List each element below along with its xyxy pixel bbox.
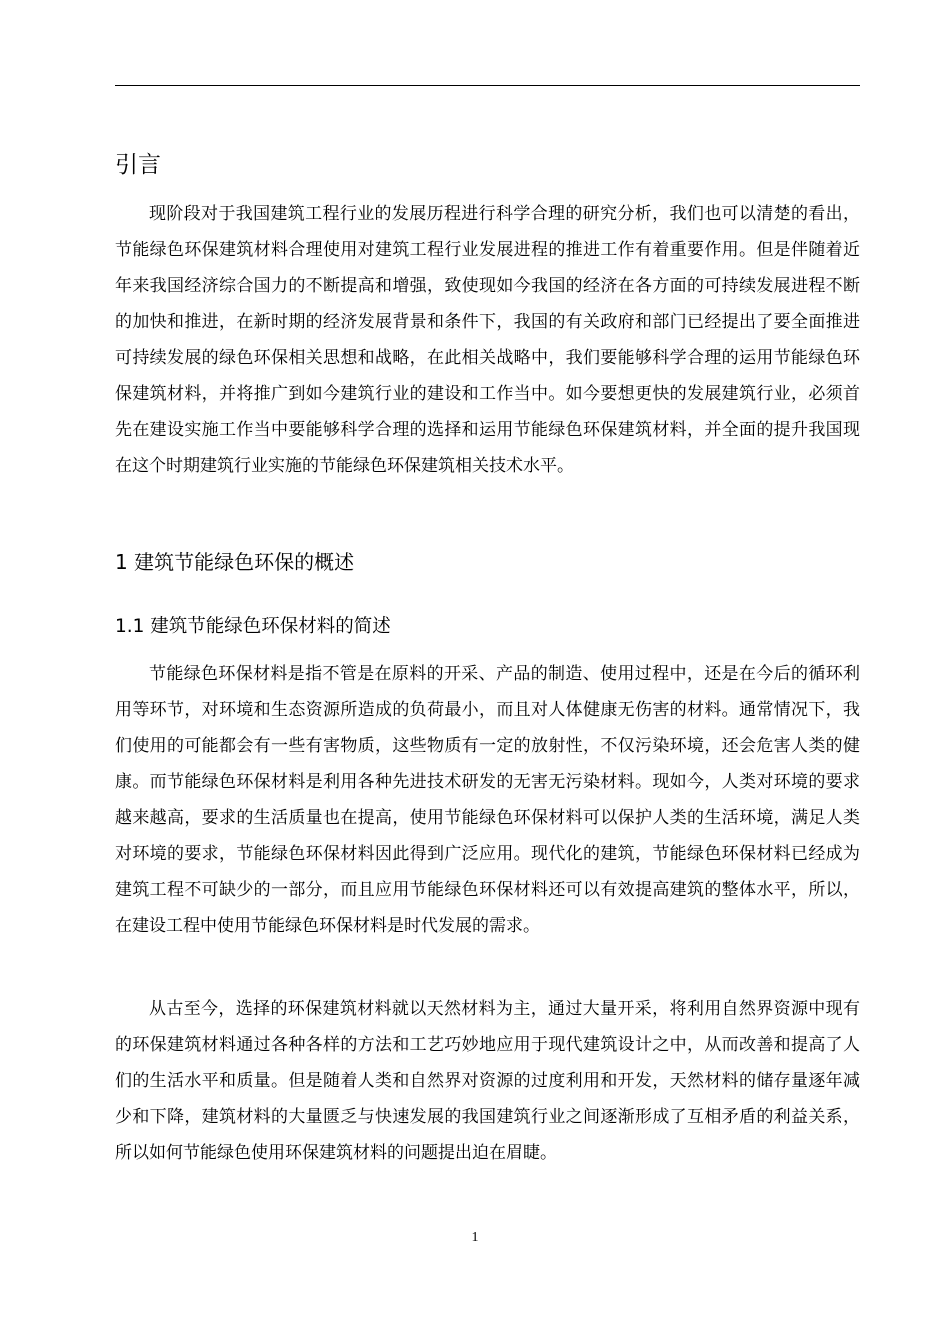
page-number: 1 [471,1230,479,1245]
section-1-1-paragraph-1: 节能绿色环保材料是指不管是在原料的开采、产品的制造、使用过程中，还是在今后的循环利用等环节，对环境和生态资源所造成的负荷最小，而且对人体健康无伤害的材料。通常情况下，我们使用的可能都会有一些有害物质，这些物质有一定的放射性，不仅污染环境，还会危害人类的健康。而节能绿色环保材料是利用各种先进技术研发的无害无污染材料。现如今，人类对环境的要求越来越高，要求的生活质量也在提高，使用节能绿色环保材料可以保护人类的生活环境，满足人类对环境的要求，节能绿色环保材料因此得到广泛应用。现代化的建筑，节能绿色环保材料已经成为建筑工程不可缺少的一部分，而且应用节能绿色环保材料还可以有效提高建筑的整体水平，所以，在建设工程中使用节能绿色环保材料是时代发展的需求。 [115,664,860,936]
section-1-heading: 1 建筑节能绿色环保的概述 [115,550,355,574]
section-1-1-paragraph-2: 从古至今，选择的环保建筑材料就以天然材料为主，通过大量开采，将利用自然界资源中现有的环保建筑材料通过各种各样的方法和工艺巧妙地应用于现代建筑设计之中，从而改善和提高了人们的生活水平和质量。但是随着人类和自然界对资源的过度利用和开发，天然材料的储存量逐年减少和下降，建筑材料的大量匮乏与快速发展的我国建筑行业之间逐渐形成了互相矛盾的利益关系，所以如何节能绿色使用环保建筑材料的问题提出迫在眉睫。 [115,999,860,1163]
header-rule [115,85,860,86]
intro-paragraph: 现阶段对于我国建筑工程行业的发展历程进行科学合理的研究分析，我们也可以清楚的看出，节能绿色环保建筑材料合理使用对建筑工程行业发展进程的推进工作有着重要作用。但是伴随着近年来我国经济综合国力的不断提高和增强，致使现如今我国的经济在各方面的可持续发展进程不断的加快和推进，在新时期的经济发展背景和条件下，我国的有关政府和部门已经提出了要全面推进可持续发展的绿色环保相关思想和战略，在此相关战略中，我们要能够科学合理的运用节能绿色环保建筑材料，并将推广到如今建筑行业的建设和工作当中。如今要想更快的发展建筑行业，必须首先在建设实施工作当中要能够科学合理的选择和运用节能绿色环保建筑材料，并全面的提升我国现在这个时期建筑行业实施的节能绿色环保建筑相关技术水平。 [115,204,860,476]
intro-heading: 引言 [115,152,161,178]
section-1-1-heading: 1.1 建筑节能绿色环保材料的简述 [115,616,391,637]
